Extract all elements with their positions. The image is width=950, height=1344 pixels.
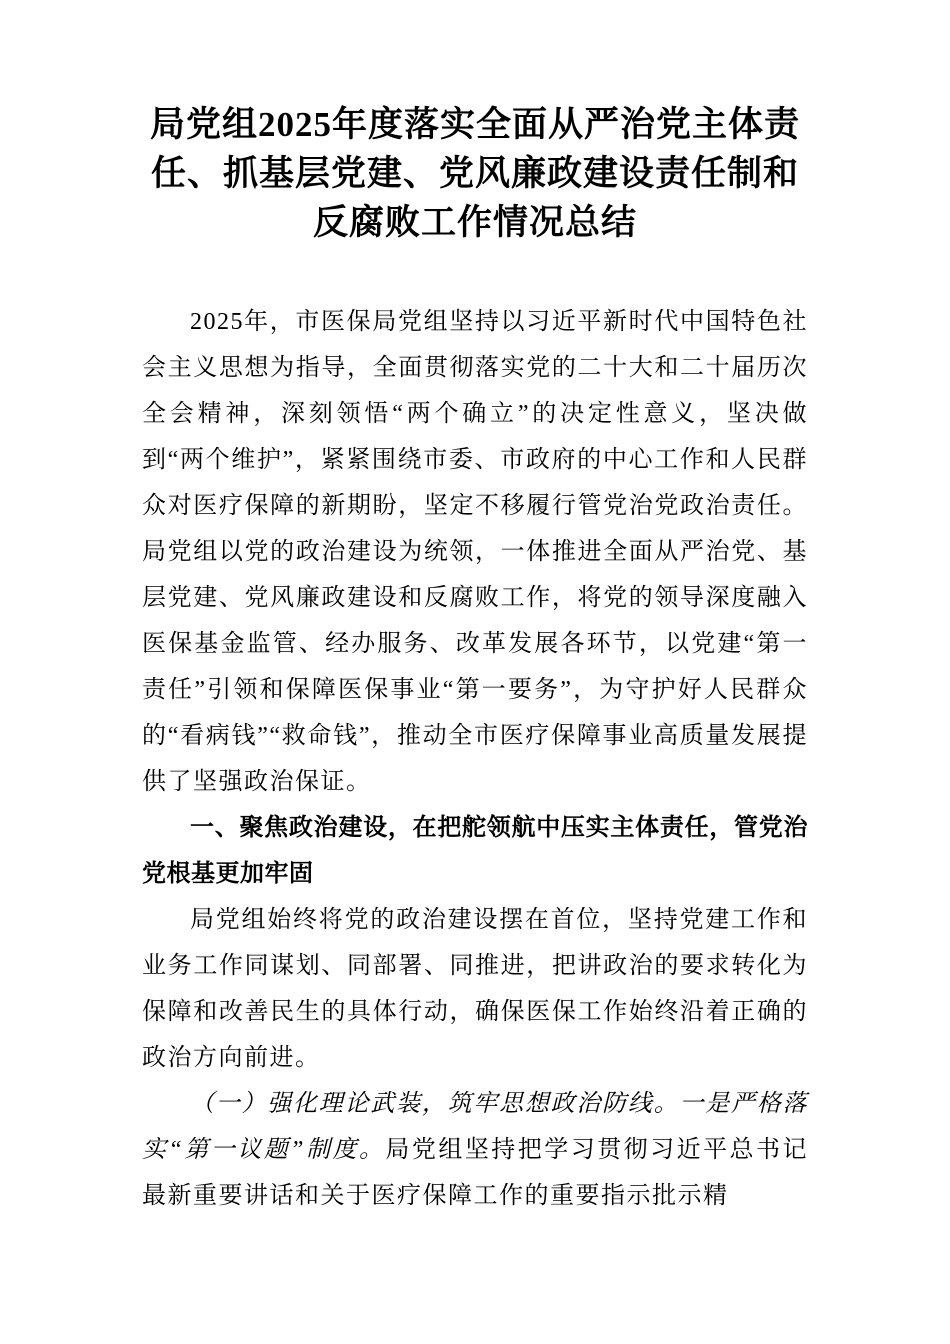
paragraph-subsection-1 xyxy=(142,1081,808,1219)
subsection-1-body: 局党组坚持把学习贯彻习近平总书记最新重要讲话和关于医疗保障工作的重要指示批示精 xyxy=(142,1137,808,1209)
document-title: 局党组2025年度落实全面从严治党主体责任、抓基层党建、党风廉政建设责任制和反腐败工作情况总结 xyxy=(149,105,800,242)
paragraph-intro: 2025年，市医保局党组坚持以习近平新时代中国特色社会主义思想为指导，全面贯彻落实党的二十大和二十届历次全会精神，深刻领悟“两个确立”的决定性意义，坚决做到“两个维护”，紧紧围绕市委、市政府的中心工作和人民群众对医疗保障的新期盼，坚定不移履行管党治党政治责任。局党组以党的政治建设为统领，一体推进全面从严治党、基层党建、党风廉政建设和反腐败工作，将党的领导深度融入医保基金监管、经办服务、改革发展各环节，以党建“第一责任”引领和保障医保事业“第一要务”，为守护好人民群众的“看病钱”“救命钱”，推动全市医疗保障事业高质量发展提供了坚强政治保证。 xyxy=(142,309,808,795)
subsection-1-sublead: 一是严格落实“第一议题”制度。 xyxy=(142,1091,809,1163)
subsection-1-lead: （一）强化理论武装，筑牢思想政治防线。 xyxy=(190,1091,680,1117)
paragraph-section-1-intro: 局党组始终将党的政治建设摆在首位，坚持党建工作和业务工作同谋划、同部署、同推进，把讲政治的要求转化为保障和改善民生的具体行动，确保医保工作始终沿着正确的政治方向前进。 xyxy=(142,907,808,1071)
section-1-heading: 一、聚焦政治建设，在把舵领航中压实主体责任，管党治党根基更加牢固 xyxy=(142,814,808,887)
